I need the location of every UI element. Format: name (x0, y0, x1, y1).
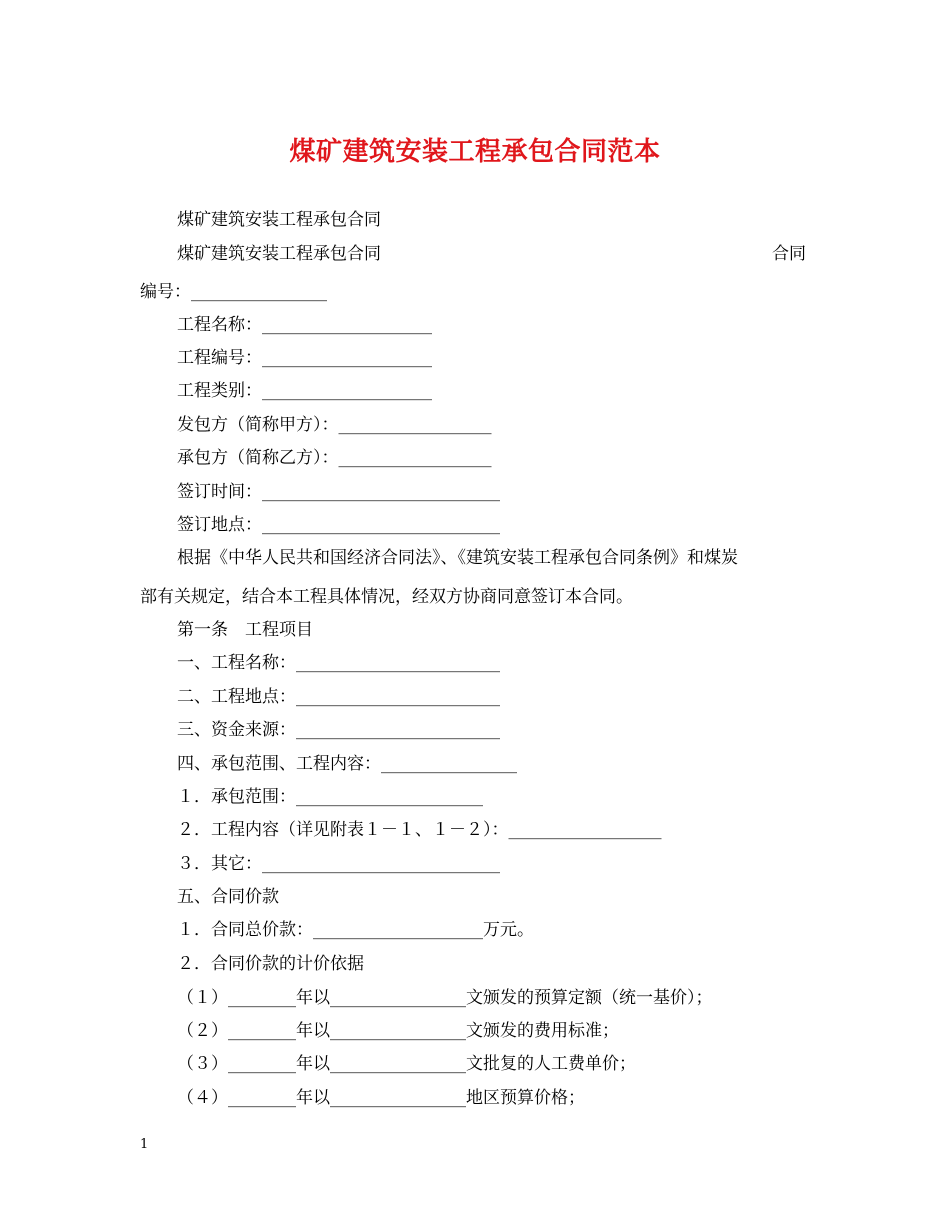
basis-item-3: （３）________年以________________文批复的人工费单价； (177, 1054, 636, 1074)
sub-item-pricing-basis: ２．合同价款的计价依据 (177, 954, 364, 974)
sub-item-other: ３．其它：____________________________ (177, 854, 500, 874)
preamble-line-2: 部有关规定，结合本工程具体情况，经双方协商同意签订本合同。 (140, 587, 633, 607)
party-b-field: 承包方（简称乙方）：__________________ (177, 448, 492, 468)
page-number: 1 (140, 1137, 149, 1152)
document-title: 煤矿建筑安装工程承包合同范本 (289, 137, 661, 167)
item-project-name: 一、工程名称：________________________ (177, 653, 500, 673)
item-project-location: 二、工程地点：________________________ (177, 687, 500, 707)
signing-place-field: 签订地点：____________________________ (177, 515, 500, 535)
article-one-heading: 第一条 工程项目 (177, 620, 313, 640)
basis-item-1: （１）________年以________________文颁发的预算定额（统一基价）； (177, 988, 713, 1008)
signing-time-field: 签订时间：____________________________ (177, 482, 500, 502)
preamble-line-1: 根据《中华人民共和国经济合同法》、《建筑安装工程承包合同条例》和煤炭 (177, 548, 738, 568)
item-funding-source: 三、资金来源：________________________ (177, 720, 500, 740)
party-a-field: 发包方（简称甲方）：__________________ (177, 415, 492, 435)
project-number-field: 工程编号：____________________ (177, 348, 432, 368)
contract-number-line: 编号：________________ (140, 282, 327, 302)
item-scope-content: 四、承包范围、工程内容：________________ (177, 754, 517, 774)
contract-heading-line: 煤矿建筑安装工程承包合同 (177, 244, 381, 264)
basis-item-2: （２）________年以________________文颁发的费用标准； (177, 1021, 619, 1041)
project-category-field: 工程类别：____________________ (177, 381, 432, 401)
sub-item-content: ２．工程内容（详见附表１－１、１－２）：__________________ (177, 820, 662, 840)
sub-item-total-price: １．合同总价款：____________________万元。 (177, 920, 534, 940)
sub-item-scope: １．承包范围：______________________ (177, 787, 483, 807)
contract-label: 合同 (772, 244, 806, 264)
subtitle-line: 煤矿建筑安装工程承包合同 (177, 210, 381, 230)
basis-item-4: （４）________年以________________地区预算价格； (177, 1088, 585, 1108)
project-name-field: 工程名称：____________________ (177, 315, 432, 335)
section-contract-price: 五、合同价款 (177, 887, 279, 907)
